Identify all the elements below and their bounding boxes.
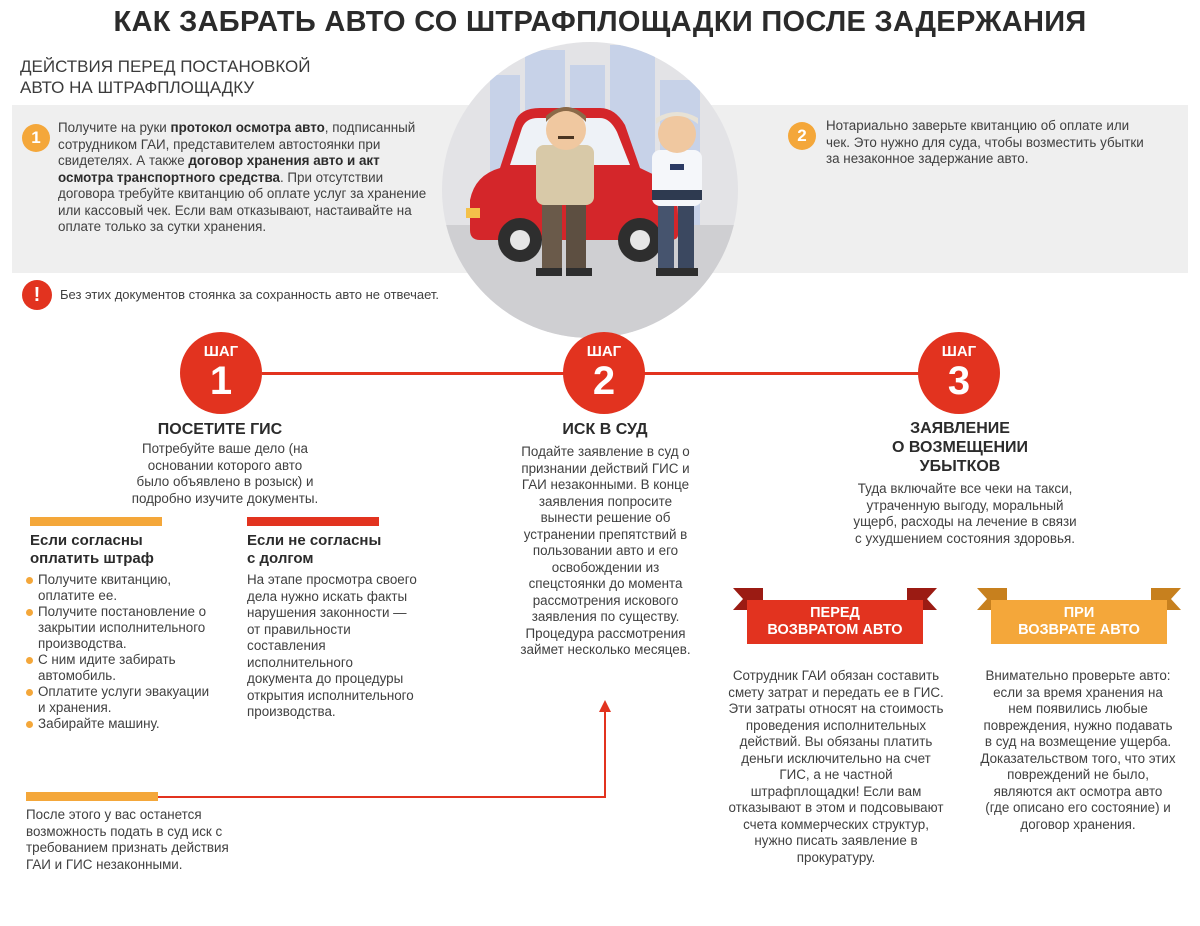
agree-heading-line-2: оплатить штраф bbox=[30, 550, 154, 567]
after-text: После этого у вас останется возможность подать в суд иск с требованием признать действия ГАИ и ГИС незаконными. bbox=[26, 807, 229, 872]
step-3-text: Туда включайте все чеки на такси, утраченную выгоду, моральный ущерб, расходы на лечение в связи с ухудшением состояния здоровья. bbox=[853, 481, 1077, 546]
step-2-label: ШАГ bbox=[586, 343, 622, 360]
disagree-bar bbox=[247, 517, 379, 526]
list-item: Получите квитанцию, оплатите ее. bbox=[26, 572, 211, 604]
before-return-ribbon bbox=[733, 588, 937, 648]
step-2-circle bbox=[563, 332, 645, 414]
step-3-heading-line-1: ЗАЯВЛЕНИЕ bbox=[910, 420, 1010, 437]
warning-icon: ! bbox=[22, 280, 52, 310]
disagree-heading bbox=[247, 532, 381, 568]
list-item: С ним идите забирать автомобиль. bbox=[26, 652, 211, 684]
step-3-number: 3 bbox=[947, 359, 971, 403]
heading-line-1: ДЕЙСТВИЯ ПЕРЕД ПОСТАНОВКОЙ bbox=[20, 57, 311, 76]
step-3-heading bbox=[860, 419, 1060, 476]
agree-heading-line-1: Если согласны bbox=[30, 532, 143, 549]
at-return-line-1: ПРИ bbox=[1063, 605, 1095, 621]
agree-heading bbox=[30, 532, 154, 568]
list-item: Оплатите услуги эвакуации и хранения. bbox=[26, 684, 211, 716]
step-2-number: 2 bbox=[592, 359, 616, 403]
page-title: КАК ЗАБРАТЬ АВТО СО ШТРАФПЛОЩАДКИ ПОСЛЕ ЗАДЕРЖАНИЯ bbox=[113, 6, 1087, 38]
before-return-line-2: ВОЗВРАТОМ АВТО bbox=[767, 622, 903, 638]
step-1-label: ШАГ bbox=[203, 343, 239, 360]
step-1-text: Потребуйте ваше дело (на основании которого авто было объявлено в розыск) и подробно изучите документы. bbox=[131, 441, 319, 506]
at-return-ribbon bbox=[977, 588, 1181, 648]
step-1-number: 1 bbox=[209, 359, 233, 403]
list-item: Забирайте машину. bbox=[26, 716, 211, 732]
item-2-badge: 2 bbox=[788, 122, 816, 150]
arrow-to-court bbox=[150, 698, 620, 802]
step-3-label: ШАГ bbox=[941, 343, 977, 360]
step-3-circle bbox=[918, 332, 1000, 414]
before-return-line-1: ПЕРЕД bbox=[810, 605, 860, 621]
warning-text: Без этих документов стоянка за сохранность авто не отвечает. bbox=[60, 287, 440, 302]
step-1-circle bbox=[180, 332, 262, 414]
at-return-label bbox=[991, 600, 1167, 644]
before-return-label bbox=[747, 600, 923, 644]
item-1-badge: 1 bbox=[22, 124, 50, 152]
before-return-text: Сотрудник ГАИ обязан составить смету затрат и передать ее в ГИС. Эти затраты относят на стоимость проведения исполнительных действий. Вы обязаны платить деньги исключительно на счет ГИС, а не частной штрафплощадки! Если вам отказывают в этом и подсовывают счета коммерческих структур, нужно писать заявление в прокуратуру. bbox=[728, 668, 944, 865]
before-actions-heading bbox=[20, 56, 311, 98]
step-2-text: Подайте заявление в суд о признании действий ГИС и ГАИ незаконными. В конце заявления попросите вынести решение об устранении препятствий в пользовании авто и его освобождении из спецстоянки до момента рассмотрения искового заявления по существу. Процедура рассмотрения займет несколько месяцев. bbox=[520, 444, 691, 657]
disagree-text: На этапе просмотра своего дела нужно искать факты нарушения законности — от правильности составления исполнительного документа до процедуры открытия исполнительного производства. bbox=[247, 572, 417, 719]
step-3-heading-line-3: УБЫТКОВ bbox=[919, 458, 1001, 475]
disagree-heading-line-2: с долгом bbox=[247, 550, 314, 567]
step-1-heading: ПОСЕТИТЕ ГИС bbox=[157, 421, 283, 438]
after-bar bbox=[26, 792, 158, 801]
step-3-heading-line-2: О ВОЗМЕЩЕНИИ bbox=[891, 439, 1029, 456]
at-return-line-2: ВОЗВРАТЕ АВТО bbox=[1018, 622, 1140, 638]
heading-line-2: АВТО НА ШТРАФПЛОЩАДКУ bbox=[20, 78, 255, 97]
list-item: Получите постановление о закрытии исполнительного производства. bbox=[26, 604, 211, 652]
step-2-heading: ИСК В СУД bbox=[562, 421, 648, 438]
agree-bar bbox=[30, 517, 162, 526]
car-police-illustration bbox=[430, 40, 750, 340]
at-return-text: Внимательно проверьте авто: если за время хранения на нем появились любые повреждения, нужно подавать в суд на возмещение ущерба. Доказательством того, что этих повреждений не было, являются акт осмотра авто (где описано его состояние) и договор хранения. bbox=[980, 668, 1176, 832]
arrow-up-icon bbox=[599, 700, 611, 712]
disagree-heading-line-1: Если не согласны bbox=[247, 532, 382, 549]
item-2-text: Нотариально заверьте квитанцию об оплате или чек. Это нужно для суда, чтобы возместить убытки за незаконное задержание авто. bbox=[826, 118, 1144, 166]
item-1-text: Получите на руки протокол осмотра авто, подписанный сотрудником ГАИ, представителем автостоянки при свидетелях. А также договор хранения авто и акт осмотра транспортного средства. При отсутствии договора требуйте квитанцию об оплате услуг за хранение или кассовый чек. Если вам отказывают, настаивайте на оплате только за сутки хранения. bbox=[58, 120, 427, 234]
